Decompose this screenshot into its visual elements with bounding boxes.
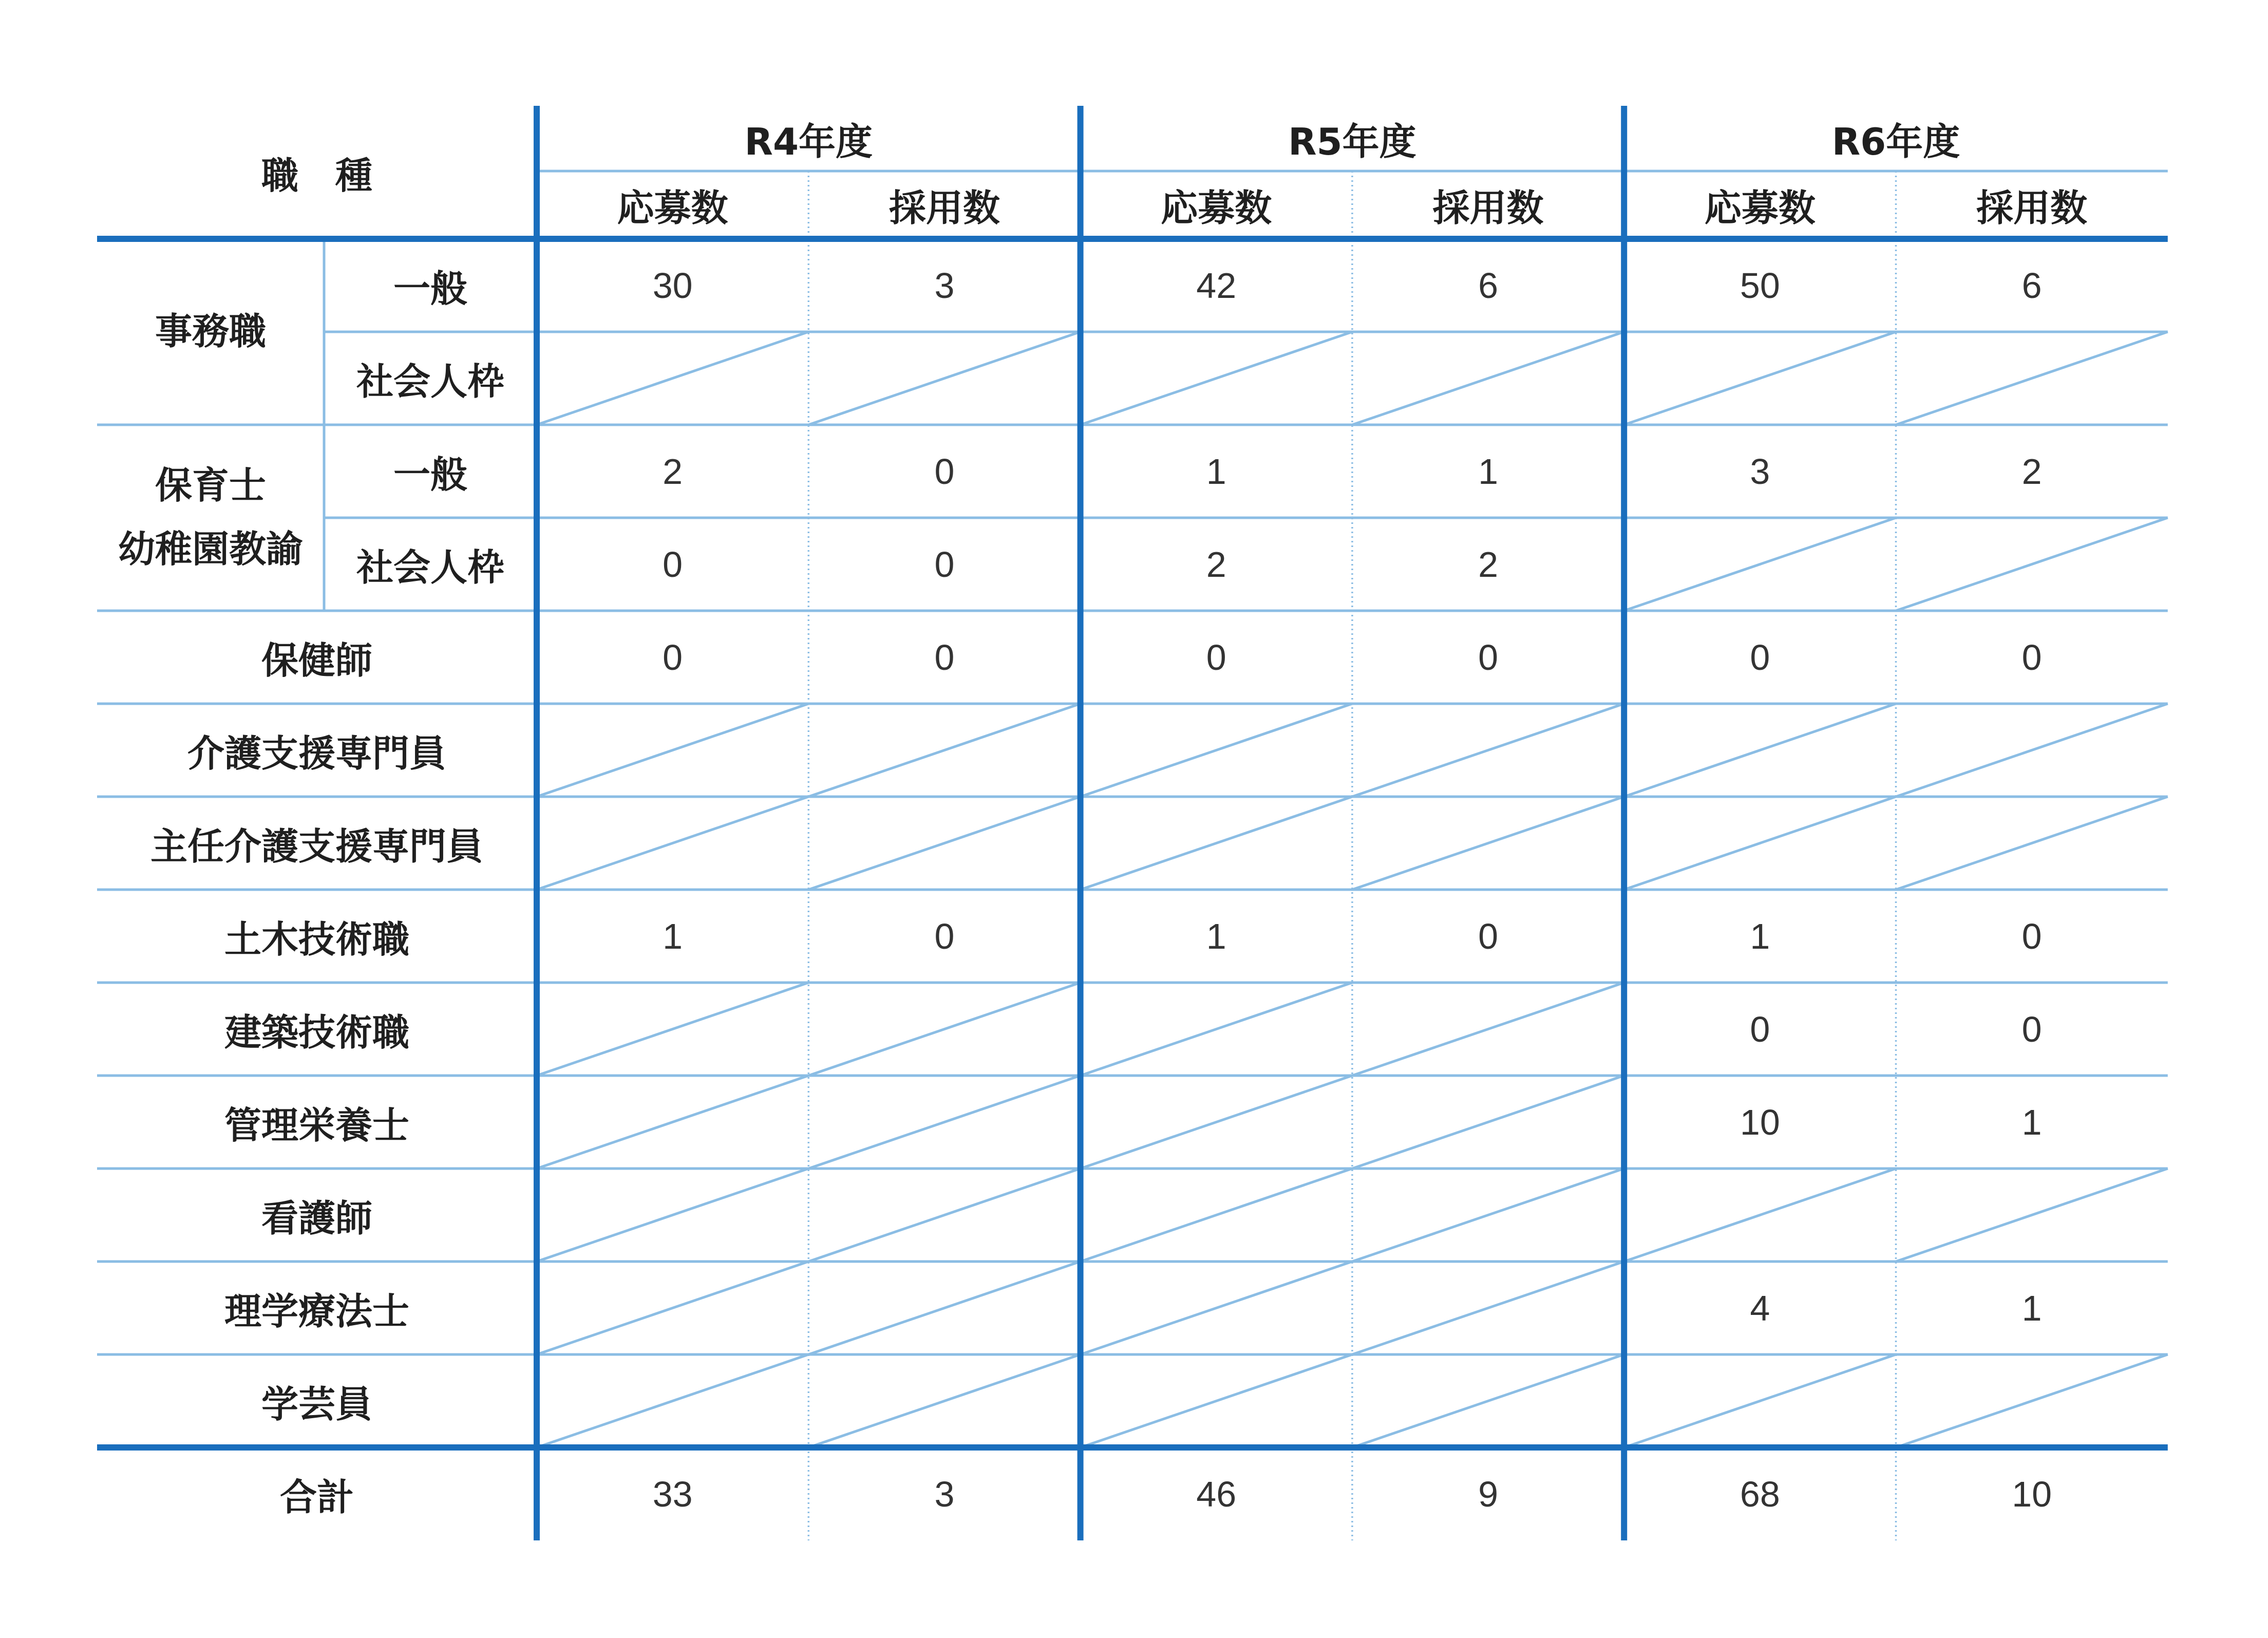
value-cell: 0 — [1750, 637, 1770, 677]
job-type-label: 学芸員 — [261, 1382, 372, 1426]
value-cell: 3 — [934, 265, 955, 306]
value-cell: 0 — [934, 544, 955, 585]
value-cell: 9 — [1478, 1474, 1498, 1514]
value-cell: 0 — [934, 451, 955, 492]
job-type-label: 主任介護支援専門員 — [150, 824, 483, 868]
value-cell: 0 — [663, 544, 683, 585]
value-cell: 10 — [2012, 1474, 2052, 1514]
fiscal-year-header: R5年度 — [1288, 120, 1416, 163]
value-cell: 1 — [1478, 451, 1498, 492]
hires-header: 採用数 — [1432, 186, 1544, 230]
applicants-header: 応募数 — [617, 186, 728, 230]
value-cell: 0 — [934, 637, 955, 677]
value-cell: 2 — [1478, 544, 1498, 585]
value-cell: 10 — [1740, 1102, 1780, 1142]
value-cell: 68 — [1740, 1474, 1780, 1514]
job-type-label: 理学療法士 — [224, 1289, 409, 1333]
value-cell: 0 — [2021, 916, 2042, 956]
value-cell: 0 — [663, 637, 683, 677]
value-cell: 33 — [652, 1474, 693, 1514]
value-cell: 6 — [2021, 265, 2042, 306]
hires-header: 採用数 — [1976, 186, 2088, 230]
category-label-line: 事務職 — [155, 310, 266, 353]
subcategory-label: 社会人枠 — [356, 545, 504, 589]
value-cell: 42 — [1196, 265, 1237, 306]
job-type-header: 職 種 — [261, 154, 372, 197]
value-cell: 0 — [1206, 637, 1226, 677]
category-label-line: 保育士 — [155, 464, 266, 507]
value-cell: 2 — [663, 451, 683, 492]
value-cell: 3 — [1750, 451, 1770, 492]
fiscal-year-header: R4年度 — [744, 120, 873, 163]
value-cell: 0 — [934, 916, 955, 956]
applicants-header: 応募数 — [1161, 186, 1272, 230]
category-label-line: 幼稚園教諭 — [118, 528, 303, 571]
value-cell: 1 — [1750, 916, 1770, 956]
job-type-label: 管理栄養士 — [224, 1103, 409, 1147]
job-type-label: 土木技術職 — [224, 917, 409, 961]
value-cell: 1 — [663, 916, 683, 956]
value-cell: 0 — [2021, 1009, 2042, 1049]
value-cell: 46 — [1196, 1474, 1237, 1514]
job-type-label: 介護支援専門員 — [187, 731, 446, 775]
hires-header: 採用数 — [889, 186, 1000, 230]
category-label — [97, 425, 324, 611]
value-cell: 0 — [1478, 637, 1498, 677]
value-cell: 30 — [652, 265, 693, 306]
value-cell: 2 — [1206, 544, 1226, 585]
job-type-label: 看護師 — [261, 1196, 372, 1240]
subcategory-label: 社会人枠 — [356, 360, 504, 403]
value-cell: 1 — [2021, 1288, 2042, 1328]
value-cell: 0 — [1478, 916, 1498, 956]
subcategory-label: 一般 — [393, 453, 467, 496]
job-type-label: 建築技術職 — [224, 1010, 409, 1054]
job-type-label: 保健師 — [261, 638, 372, 682]
value-cell: 1 — [2021, 1102, 2042, 1142]
applicants-header: 応募数 — [1704, 186, 1816, 230]
value-cell: 0 — [2021, 637, 2042, 677]
value-cell: 1 — [1206, 451, 1226, 492]
category-label — [97, 239, 324, 425]
value-cell: 3 — [934, 1474, 955, 1514]
value-cell: 4 — [1750, 1288, 1770, 1328]
value-cell: 50 — [1740, 265, 1780, 306]
value-cell: 0 — [1750, 1009, 1770, 1049]
value-cell: 1 — [1206, 916, 1226, 956]
value-cell: 2 — [2021, 451, 2042, 492]
total-label: 合計 — [279, 1475, 354, 1519]
subcategory-label: 一般 — [393, 267, 467, 310]
fiscal-year-header: R6年度 — [1831, 120, 1960, 163]
value-cell: 6 — [1478, 265, 1498, 306]
